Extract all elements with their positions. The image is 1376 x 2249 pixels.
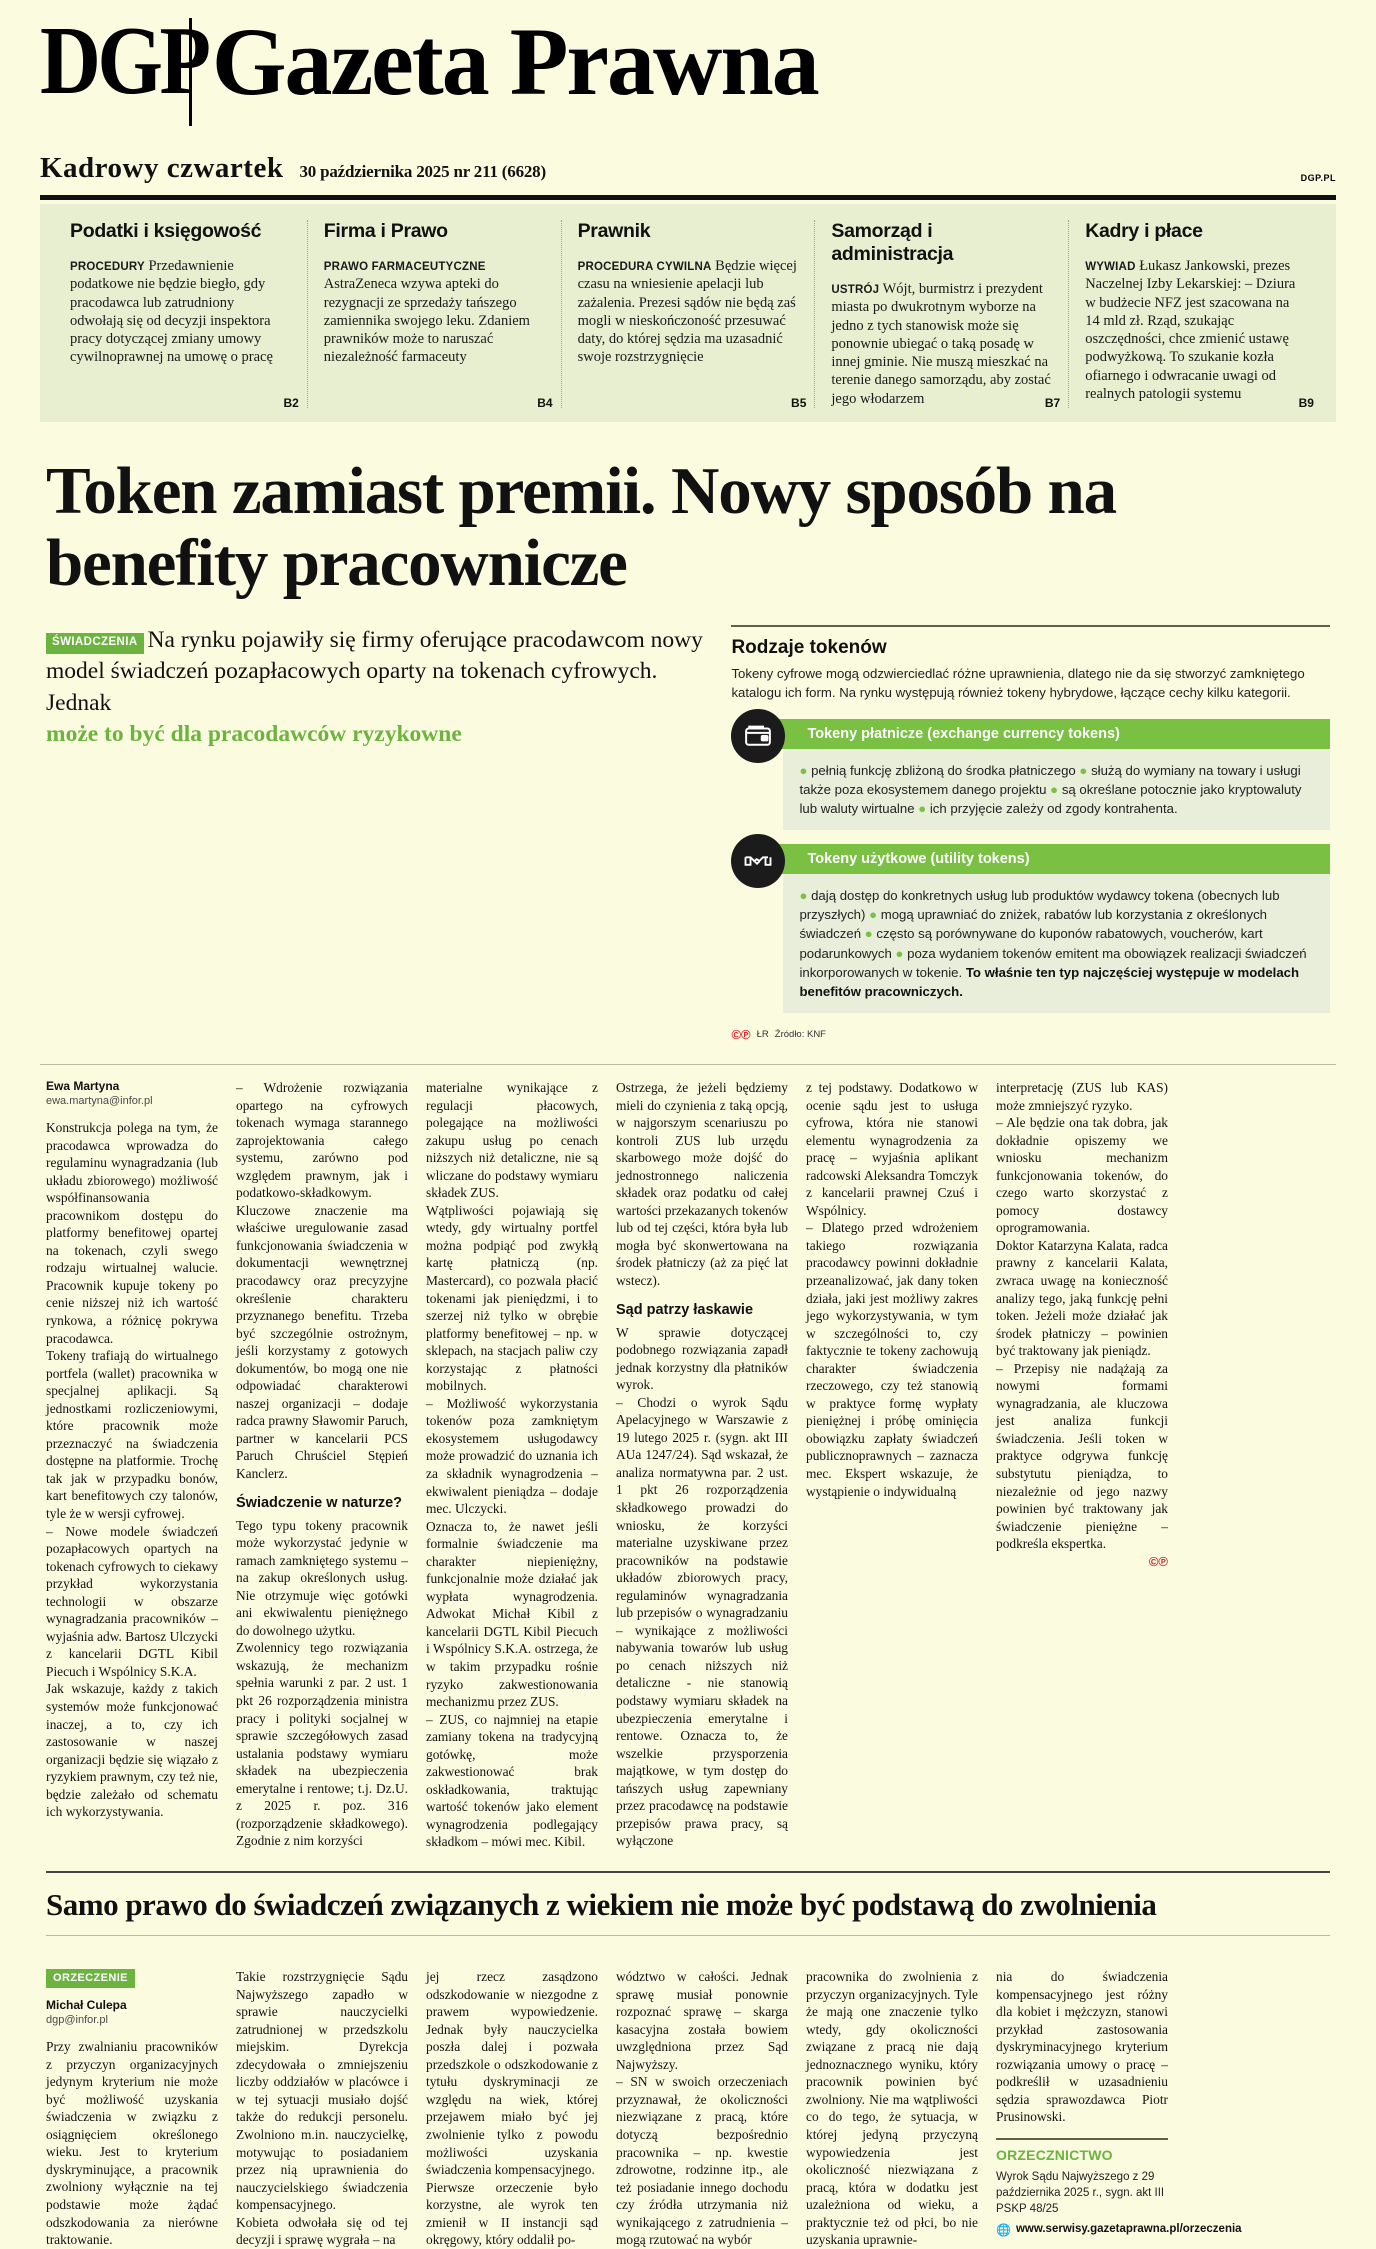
bullet-dot: ● — [895, 945, 904, 961]
byline-author: Ewa Martyna — [46, 1078, 120, 1093]
nav-section-title: Samorząd i administracja — [831, 220, 954, 265]
nav-section-title: Prawnik — [577, 220, 651, 242]
globe-icon: 🌐 — [996, 2223, 1011, 2238]
token-block-bullets — [783, 749, 1330, 830]
article-column-1 — [46, 1079, 218, 1851]
nav-section-text — [831, 280, 1052, 408]
paragraph: jej rzecz zasądzono odszkodowanie w niezgodne z prawem wypowiedzenie. Jednak były nauczycielka poszła dalej i pozwała przedszkole o odszkodowanie z tytułu dyskryminacji ze względu na wiek, której przejawem miało być jej zwolnienie tylko z powodu możliwości uzyskania świadczenia kompensacyjnego. — [426, 1969, 598, 2178]
paragraph: Wątpliwości pojawiają się wtedy, gdy wirtualny portfel można podpiąć pod zwykłą kartę płatniczą (np. Mastercard), co pozwala płacić tokenami jak pieniędzmi, i to szerzej niż tylko w obrębie platformy benefitowej – np. w sklepach, na stacjach paliw czy korzystając z płatności mobilnych. — [426, 1202, 598, 1394]
token-block-utility — [731, 844, 1330, 1013]
paragraph: Zwolennicy tego rozwiązania wskazują, że mechanizm spełnia warunki z par. 2 ust. 1 pkt 26 rozporządzenia ministra pracy i polityki socjalnej w sprawie szczegółowych zasad ustalania podstawy wymiaru składek na ubezpieczenia emerytalne i rentowe; t.j. Dz.U. z 2025 r. poz. 316 (rozporządzenie składkowego). Zgodnie z nim korzyści — [236, 1640, 408, 1849]
paragraph: – Dlatego przed wdrożeniem takiego rozwiązania pracodawcy powinni dokładnie przeanalizować, jak dany token działa, jaki jest możliwy zakres jego wykorzystywania, w tym w szczególności to, czy faktycznie te tokeny zachowują charakter świadczenia rzeczowego, czy też stanowią w praktyce formę wypłaty pieniężnej i próbę ominięcia obowiązku zapłaty świadczeń publicznoprawnych – zaznacza mec. Ekspert wskazuje, że wystąpienie o indywidualną — [806, 1220, 978, 1499]
bullet-text: ich przyjęcie zależy od zgody kontrahenta. — [929, 800, 1178, 816]
byline-author: Michał Culepa — [46, 1998, 127, 2013]
nav-section-firma[interactable] — [307, 220, 561, 408]
paragraph: wództwo w całości. Jednak sprawę musiał ponownie rozpoznać sprawę – skarga kasacyjna została bowiem uwzględniona przez Sąd Najwyższy. — [616, 1969, 788, 2072]
source-label: Źródło: KNF — [774, 1028, 826, 1040]
paragraph: – Przepisy nie nadążają za nowymi formami wynagradzania, ale kluczowa jest analiza funkcji świadczenia. Jeśli token w praktyce odgrywa funkcję substytutu pieniądza, to niezależnie od jego nazwy powinien być traktowany jak świadczenie pieniężne – podkreśla ekspertka. — [996, 1360, 1168, 1552]
nav-section-kicker: PROCEDURY — [70, 261, 145, 273]
article-column-5 — [806, 1079, 978, 1851]
paragraph: – Możliwość wykorzystania tokenów poza zamkniętym ekosystemem usługodawcy może prowadzić do uznania ich za składnik wynagrodzenia – ekwiwalent pieniądza – dodaje mec. Ulczycki. — [426, 1395, 598, 1517]
lead-text: Na rynku pojawiły się firmy oferujące pracodawcom nowy model świadczeń pozapłacowych oparty na tokenach cyfrowych. Jednak — [46, 627, 703, 716]
main-headline[interactable]: Token zamiast premii. Nowy sposób na benefity pracownicze — [46, 453, 1116, 600]
second-column-5 — [806, 1968, 978, 2249]
nav-section-title: Kadry i płace — [1085, 220, 1203, 242]
nav-section-text — [70, 257, 291, 367]
nav-section-body: Łukasz Jankowski, prezes Naczelnej Izby Lekarskiej: – Dziura w budżecie NFZ jest szacowana na 14 mld zł. Rząd, szukając oszczędności, chce zmienić ustawę podwyżkową. To szukanie kozła ofiarnego i odwracanie uwagi od realnych patologii systemu — [1085, 258, 1296, 402]
copyright-badge: ©℗ — [731, 1026, 751, 1042]
wallet-icon — [731, 709, 785, 763]
issue-line: 30 października 2025 nr 211 (6628) — [299, 162, 546, 181]
second-column-3 — [426, 1968, 598, 2249]
nav-section-prawnik[interactable] — [561, 220, 815, 408]
section-nav-band — [40, 204, 1336, 422]
ruling-box-title: ORZECZNICTWO — [996, 2146, 1113, 2163]
paragraph: nia do świadczenia kompensacyjnego jest różny dla kobiet i mężczyzn, stanowi przykład zastosowania dyskryminacyjnego kryterium rozwiązania umowy o pracę – podkreślił w uzasadnieniu sędzia sprawozdawca Piotr Prusinowski. — [996, 1969, 1168, 2125]
article-column-6 — [996, 1079, 1168, 1851]
masthead — [40, 0, 1336, 126]
second-column-2 — [236, 1968, 408, 2249]
second-story-headline[interactable]: Samo prawo do świadczeń związanych z wiekiem nie może być podstawą do zwolnienia — [46, 1887, 1157, 1923]
bullet-dot: ● — [864, 926, 873, 942]
logo-dgp[interactable]: DGP — [40, 7, 208, 115]
orzeczenie-tag: ORZECZENIE — [46, 1969, 135, 1988]
handshake-icon — [731, 834, 785, 888]
nav-section-text — [1085, 257, 1306, 403]
bullet-text: służą do wymiany na towary i usługi także poza ekosystemem danego projektu — [799, 762, 1301, 797]
second-column-1 — [46, 1968, 218, 2249]
paragraph: Kobieta odwołała się od tej decyzji i sprawę wygrała – na — [236, 2214, 408, 2248]
article-column-3 — [426, 1079, 598, 1851]
second-column-4 — [616, 1968, 788, 2249]
bullet-dot: ● — [1050, 781, 1059, 797]
ruling-box-text: Wyrok Sądu Najwyższego z 29 października 2025 r., sygn. akt III PSKP 48/25 — [996, 2170, 1165, 2216]
paragraph: pracownika do zwolnienia z przyczyn organizacyjnych. Tyle że mają one znaczenie tylko wtedy, gdy okoliczności związane z pracą nie dają jednoznacznego wyniku, który pracownik powinien być zwolniony. Nie ma wątpliwości co do tego, że sytuacja, w której jedyną przyczyną wypowiedzenia jest okoliczność niezwiązana z pracą, która w dodatku jest uzależniona od wieku, a praktycznie też od płci, bo nie uzyskania uprawnie- — [806, 1969, 978, 2248]
paragraph: materialne wynikające z regulacji płacowych, polegające na możliwości zakupu usług po cenach niższych niż detaliczne, nie są wliczane do podstawy wymiaru składek ZUS. — [426, 1079, 598, 1201]
nav-section-kicker: WYWIAD — [1085, 261, 1136, 273]
token-block-heading: Tokeny użytkowe (utility tokens) — [745, 844, 1330, 874]
paragraph: Tokeny trafiają do wirtualnego portfela (wallet) pracownika w specjalnej aplikacji. Są jednostkami rozliczeniowymi, które pracownik może przeznaczyć na świadczenia dostępne na platformie. Trochę tak jak w przypadku bonów, kart benefitowych czy talonów, tyle że w wersji cyfrowej. — [46, 1348, 218, 1521]
bullet-dot: ● — [918, 800, 927, 816]
nav-section-kicker: USTRÓJ — [831, 284, 880, 296]
nav-section-body: Będzie więcej czasu na wniesienie apelacji lub zażalenia. Prezesi sądów nie będą zaś mogli w nieskończoność przesuwać daty, do której sędzia ma uzasadnić swoje rozstrzygnięcie — [577, 258, 797, 366]
sidebar-source-line — [731, 1027, 1330, 1042]
paragraph: Doktor Katarzyna Kalata, radca prawny z kancelarii Kalata, zwraca uwagę na konieczność analizy tego, jaką funkcję pełni token. Jeżeli może działać jak środek płatniczy – powinien być traktowany jak pieniądz. — [996, 1237, 1168, 1359]
nav-section-page-ref[interactable]: B2 — [283, 395, 299, 410]
second-column-6 — [996, 1968, 1242, 2249]
site-tag[interactable]: DGP.PL — [1300, 173, 1336, 183]
bullet-dot: ● — [799, 762, 808, 778]
paragraph: Pierwsze orzeczenie było korzystne, ale wyrok ten zmienił w II instancji sąd okręgowy, który oddalił po- — [426, 2179, 598, 2248]
byline-email[interactable]: ewa.martyna@infor.pl — [46, 1094, 153, 1107]
token-types-sidebar — [731, 625, 1330, 1042]
paragraph: Tego typu tokeny pracownik może wykorzystać jedynie w ramach zamkniętego systemu – na zakup określonych usług. Nie otrzymuje więc gotówki ani ekwiwalentu pieniężnego do dowolnego użytku. — [236, 1517, 408, 1638]
paragraph: Takie rozstrzygnięcie Sądu Najwyższego zapadło w sprawie nauczycielki zatrudnionej w przedszkolu miejskim. Dyrekcja zdecydowała o zmniejszeniu liczby oddziałów w placówce i w tej sytuacji musiało dojść także do redukcji personelu. Zwolniono m.in. nauczycielkę, motywując to posiadaniem przez nią uprawnienia do nauczycielskiego świadczenia kompensacyjnego. — [236, 1969, 408, 2213]
bullet-dot: ● — [799, 888, 808, 904]
article-column-4 — [616, 1079, 788, 1851]
token-block-payment — [731, 719, 1330, 830]
article-subhead: Świadczenie w naturze? — [236, 1494, 402, 1511]
nav-section-kicker: PROCEDURA CYWILNA — [577, 261, 712, 273]
nav-section-text — [324, 257, 545, 367]
paragraph: – Wdrożenie rozwiązania opartego na cyfrowych tokenach wymaga starannego zaprojektowania całego systemu, zarówno pod względem prawnym, jak i podatkowo-składkowym. Kluczowe znaczenie ma właściwe uregulowanie zasad funkcjonowania świadczenia w dokumentacji wewnętrznej pracodawcy oraz precyzyjne określenie charakteru przyznanego benefitu. Trzeba być szczególnie ostrożnym, jeśli korzystamy z gotowych dokumentów, bo mogą one nie odpowiadać charakterowi naszej organizacji – dodaje radca prawny Sławomir Paruch, partner w kancelarii PCS Paruch Chruściel Stępień Kanclerz. — [236, 1079, 408, 1481]
nav-section-page-ref[interactable]: B4 — [537, 395, 553, 410]
token-block-bold-tail: To właśnie ten typ najczęściej występuje w modelach benefitów pracowniczych. — [799, 964, 1300, 999]
lead-highlight: może to być dla pracodawców ryzykowne — [46, 720, 462, 747]
sidebar-intro: Tokeny cyfrowe mogą odzwierciedlać różne uprawnienia, dlatego nie da się stworzyć zamkniętego katalogu ich form. Na rynku występują również tokeny hybrydowe, łączące cechy kilku kategorii. — [731, 666, 1305, 700]
byline-email[interactable]: dgp@infor.pl — [46, 2014, 108, 2027]
lead-tag: ŚWIADCZENIA — [46, 633, 144, 653]
token-block-bullets — [783, 874, 1330, 1013]
nav-section-text — [578, 257, 799, 367]
paragraph: – Ale będzie ona tak dobra, jak dokładnie opiszemy we wniosku mechanizm funkcjonowania tokenów, do czego warto skorzystać z pomocy dostawcy oprogramowania. — [996, 1115, 1168, 1236]
bullet-text: mogą uprawniać do zniżek, rabatów lub korzystania z określonych świadczeń — [799, 907, 1268, 942]
bullet-text: dają dostęp do konkretnych usług lub produktów wydawcy tokena (obecnych lub przyszłych) — [799, 888, 1280, 923]
nav-section-title: Podatki i księgowość — [70, 220, 262, 242]
bullet-text: są określane potocznie jako kryptowaluty lub waluty wirtualne — [799, 781, 1302, 816]
nav-section-body: Wójt, burmistrz i prezydent miasta po dwukrotnym wyborze na jedno z tych stanowisk może się ponownie ubiegać o taką posadę w innej gminie. Nie muszą mieszkać na terenie danego samorządu, aby zostać jego włodarzem — [831, 281, 1051, 407]
article-column-2 — [236, 1079, 408, 1851]
paragraph: – Chodzi o wyrok Sądu Apelacyjnego w Warszawie z 19 lutego 2025 r. (sygn. akt III AUa 1247/24). Sąd wskazał, że analiza normatywna par. 2 ust. 1 pkt 26 rozporządzenia składkowego prowadzi do wniosku, że korzyści materialne uzyskiwane przez pracowników na podstawie układów zbiorowych pracy, regulaminów wynagradzania lub przepisów o wynagradzaniu – wynikające z możliwości nabywania towarów lub usług po cenach niższych niż detaliczne - nie stanowią podstawy wymiaru składek na ubezpieczenia emerytalne i rentowe. Oznacza to, że wszelkie przysporzenia majątkowe, w tym dostęp do tańszych usług zapewniany przez pracodawcę na podstawie przepisów prawa pracy, są wyłączone — [616, 1394, 788, 1849]
paragraph: – ZUS, co najmniej na etapie zamiany tokena na tradycyjną gotówkę, może zakwestionować brak oskładkowania, traktując wartość tokenów jako element wynagrodzenia podlegający składkom – mówi mec. Kibil. — [426, 1711, 598, 1850]
paragraph: Konstrukcja polega na tym, że pracodawca wprowadza do regulaminu wynagradzania (lub układu zbiorowego) możliwość współfinansowania pracownikom dostępu do platformy benefitowej opartej na tokenach, czyli swego rodzaju wirtualnej walucie. Pracownik kupuje tokeny po cenie niższej niż ich wartość rynkowa, a różnicę pokrywa pracodawca. — [46, 1119, 218, 1346]
paragraph: interpretację (ZUS lub KAS) może zmniejszyć ryzyko. — [996, 1079, 1168, 1113]
main-story-columns — [40, 1064, 1336, 1851]
section-title: Kadrowy czwartek — [40, 152, 284, 184]
paragraph: z tej podstawy. Dodatkowo w ocenie sądu jest to usługa cyfrowa, która nie stanowi elementu wynagrodzenia za pracę – wyjaśnia aplikant radcowski Aleksandra Tomczyk z kancelarii prawnej Czuś i Wspólnicy. — [806, 1079, 978, 1218]
paragraph: Jak wskazuje, każdy z takich systemów może funkcjonować inaczej, a to, czy ich zastosowanie w naszej organizacji będzie się wiązało z ryzykiem prawnym, czy też nie, będzie zależało od schematu ich wykorzystywania. — [46, 1681, 218, 1820]
paragraph: – Nowe modele świadczeń pozapłacowych opartych na tokenach cyfrowych to ciekawy przykład wykorzystania technologii w obszarze wynagradzania pracowników – wyjaśnia adw. Bartosz Ulczycki z kancelarii DGTL Kibil Piecuch i Wspólnicy S.K.A. — [46, 1523, 218, 1679]
second-story-rule — [46, 1871, 1330, 1873]
ruling-box-link[interactable] — [996, 2223, 1242, 2238]
bullet-text: często są porównywane do kuponów rabatowych, voucherów, kart podarunkowych — [799, 926, 1263, 961]
bullet-dot: ● — [1079, 762, 1088, 778]
sidebar-title: Rodzaje tokenów — [731, 637, 887, 659]
masthead-rule — [40, 195, 1336, 200]
second-story-rule-thin — [46, 1935, 1330, 1936]
nav-section-page-ref[interactable]: B7 — [1044, 395, 1061, 410]
ruling-reference-box — [996, 2138, 1242, 2238]
section-header-row — [40, 152, 1336, 185]
paragraph: Ostrzega, że jeżeli będziemy mieli do czynienia z taką opcją, w najgorszym scenariuszu po kontroli ZUS lub urzędu skarbowego może dojść do jednostronnego naliczenia składek oraz podatku od całej wartości przekazanych tokenów lub od tej części, która była lub mogła być skonwertowana na środek płatniczy (aż za pięć lat wstecz). — [616, 1079, 788, 1288]
nav-section-title: Firma i Prawo — [323, 220, 448, 242]
bullet-text: poza wydaniem tokenów emitent ma obowiązek realizacji świadczeń inkorporowanych w tokenie. — [799, 945, 1307, 980]
lead-and-sidebar — [40, 625, 1336, 1042]
bullet-dot: ● — [869, 907, 878, 923]
nav-section-page-ref[interactable]: B5 — [791, 395, 807, 410]
copyright-badge: ©℗ — [1148, 1553, 1168, 1569]
nav-section-samorzad[interactable] — [814, 220, 1068, 408]
logo-gazeta-prawna[interactable]: Gazeta Prawna — [211, 8, 818, 115]
ruling-box-url[interactable]: www.serwisy.gazetaprawna.pl/orzeczenia — [1015, 2223, 1242, 2236]
paragraph: – SN w swoich orzeczeniach przyznawał, że okoliczności niezwiązane z pracą, które dotyczą bezpośrednio pracownika – np. kwestie zdrowotne, rodzinne itp., ale też posiadanie innego dochodu czy źródła utrzymania niż wynikającego z zatrudnienia – mogą rzutować na wybór — [616, 2074, 788, 2248]
paragraph: Przy zwalnianiu pracowników z przyczyn organizacyjnych jedynym kryterium nie może być możliwość uzyskania świadczenia w związku z osiągnięciem określonego wieku. Jest to kryterium dyskryminujące, a pracownik zwolniony wyłącznie na tej podstawie może żądać odszkodowania za nierówne traktowanie. — [46, 2039, 218, 2248]
bullet-text: pełnią funkcję zbliżoną do środka płatniczego — [811, 762, 1076, 778]
lead-paragraph — [46, 625, 713, 1042]
nav-section-kadry[interactable] — [1068, 220, 1322, 408]
nav-section-page-ref[interactable]: B9 — [1298, 395, 1314, 410]
nav-section-kicker: PRAWO FARMACEUTYCZNE — [323, 261, 486, 273]
paragraph: Oznacza to, że nawet jeśli formalnie świadczenie ma charakter niepieniężny, funkcjonalnie może działać jak wypłata wynagrodzenia. Adwokat Michał Kibil z kancelarii DGTL Kibil Piecuch i Wspólnicy S.K.A. ostrzega, że w takim przypadku rośnie ryzyko zakwestionowania mechanizmu przez ZUS. — [426, 1518, 598, 1710]
second-story-columns — [40, 1958, 1336, 2249]
article-subhead: Sąd patrzy łaskawie — [616, 1301, 754, 1318]
nav-section-body: AstraZeneca wzywa apteki do rezygnacji ze sprzedaży tańszego zamiennika swojego leku. Zdaniem prawników może to naruszać niezależność farmaceuty — [323, 276, 530, 366]
paragraph: W sprawie dotyczącej podobnego rozwiązania zapadł jednak korzystny dla płatników wyrok. — [616, 1324, 788, 1393]
nav-section-podatki[interactable] — [54, 220, 307, 408]
nav-section-body: Przedawnienie podatkowe nie będzie biegło, gdy pracodawca lub zatrudniony odwołają się od decyzji inspektora pracy dotyczącej zmiany umowy cywilnoprawnej na umowę o pracę — [70, 258, 273, 366]
token-block-heading: Tokeny płatnicze (exchange currency tokens) — [745, 719, 1330, 749]
source-initials: ŁR — [756, 1028, 769, 1040]
